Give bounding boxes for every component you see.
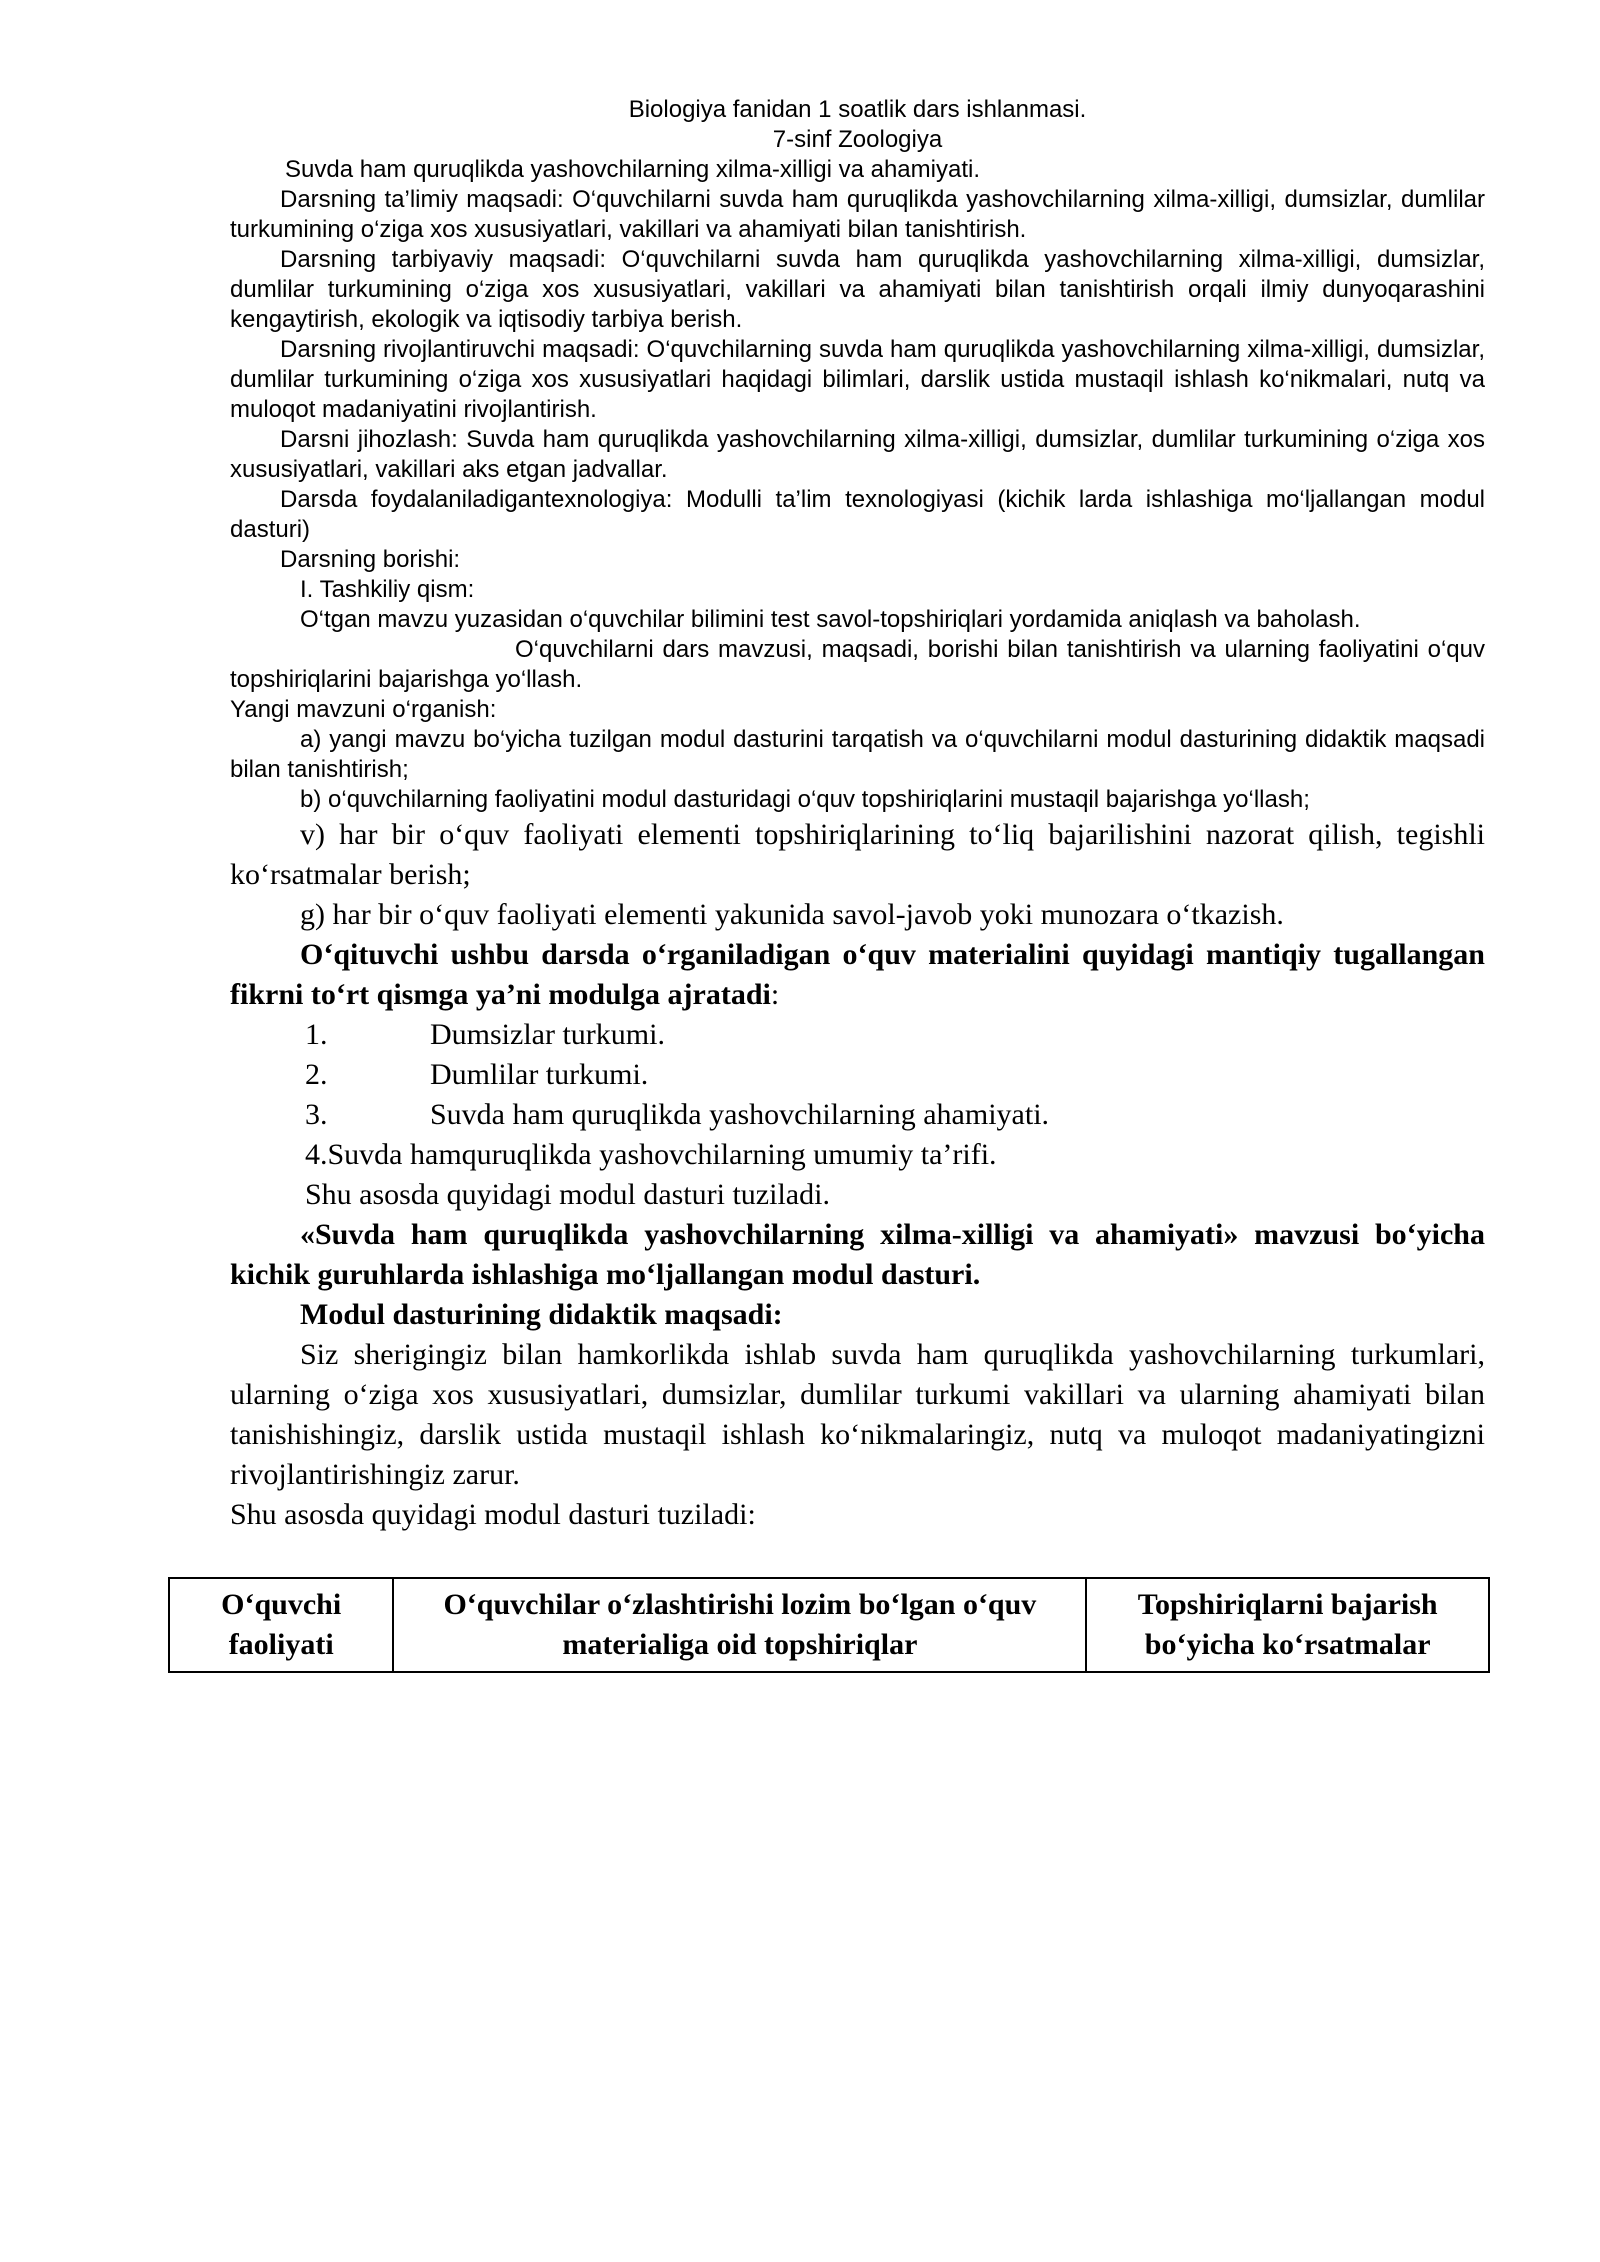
- list-item-3: [230, 1095, 1485, 1135]
- para-shu-asosda-1: Shu asosda quyidagi modul dasturi tuziladi.: [305, 1178, 830, 1211]
- para-oqituvchi-modul-bold: O‘qituvchi ushbu darsda o‘rganiladigan o‘quv materialini quyidagi mantiqiy tugallangan fikrni to‘rt qismga ya’ni modulga ajratadi: [230, 938, 1485, 1011]
- table-header-row: [169, 1578, 1489, 1672]
- para-tashkiliy-qism: I. Tashkiliy qism:: [300, 576, 475, 603]
- list-label-2: Dumlilar turkumi.: [430, 1058, 649, 1091]
- list-item-4: 4.Suvda hamquruqlikda yashovchilarning umumiy ta’rifi.: [305, 1138, 997, 1171]
- table-header-korsatmalar: Topshiriqlarni bajarish bo‘yicha ko‘rsatmalar: [1086, 1578, 1489, 1672]
- list-number-1: 1.: [305, 1018, 328, 1051]
- list-number-2: 2.: [305, 1058, 328, 1091]
- list-number-3: 3.: [305, 1098, 328, 1131]
- para-jihozlash: Darsni jihozlash: Suvda ham quruqlikda yashovchilarning xilma-xilligi, dumsizlar, dumlilar turkumining o‘ziga xos xususiyatlari, vakillari aks etgan jadvallar.: [230, 426, 1485, 483]
- doc-subtitle: 7-sinf Zoologiya: [772, 126, 943, 153]
- para-talimiy-maqsad: Darsning ta’limiy maqsadi: O‘quvchilarni suvda ham quruqlikda yashovchilarning xilma-xilligi, dumsizlar, dumlilar turkumining o‘ziga xos xususiyatlari, vakillari va ahamiyati bilan tanishtirish.: [230, 186, 1485, 243]
- table-header-topshiriqlar: O‘quvchilar o‘zlashtirishi lozim bo‘lgan o‘quv materialiga oid topshiriqlar: [393, 1578, 1086, 1672]
- list-item-1: [230, 1015, 1485, 1055]
- para-didaktik-maqsad-heading: Modul dasturining didaktik maqsadi:: [300, 1298, 783, 1331]
- para-siz-sherigingiz: Siz sherigingiz bilan hamkorlikda ishlab suvda ham quruqlikda yashovchilarning turkumlari, ularning o‘ziga xos xususiyatlari, dumsizlar, dumlilar turkumi vakillari va ularning ahamiyati bilan tanishishingiz, darslik ustida mustaqil ishlash ko‘nikmalaringiz, nutq va muloqot madaniyatingizni rivojlantirishingiz zarur.: [230, 1338, 1485, 1491]
- para-rivojlantiruvchi-maqsad: Darsning rivojlantiruvchi maqsadi: O‘quvchilarning suvda ham quruqlikda yashovchilarning xilma-xilligi, dumsizlar, dumlilar turkumining o‘ziga xos xususiyatlari haqidagi bilimlari, darslik ustida mustaqil ishlash ko‘nikmalari, nutq va muloqot madaniyatini rivojlantirish.: [230, 336, 1485, 423]
- para-oquvchilarni-tanishtirish: O‘quvchilarni dars mavzusi, maqsadi, borishi bilan tanishtirish va ularning faoliyatini o‘quv topshiriqlarini bajarishga yo‘llash.: [230, 636, 1485, 693]
- para-yangi-mavzu: Yangi mavzuni o‘rganish:: [230, 696, 497, 723]
- para-item-a: a) yangi mavzu bo‘yicha tuzilgan modul dasturini tarqatish va o‘quvchilarni modul dasturining didaktik maqsadi bilan tanishtirish;: [230, 726, 1485, 783]
- para-item-v: v) har bir o‘quv faoliyati elementi topshiriqlarining to‘liq bajarilishini nazorat qilish, tegishli ko‘rsatmalar berish;: [230, 818, 1485, 891]
- doc-title: Biologiya fanidan 1 soatlik dars ishlanmasi.: [628, 96, 1087, 123]
- para-item-g: g) har bir o‘quv faoliyati elementi yakunida savol-javob yoki munozara o‘tkazish.: [300, 898, 1284, 931]
- list-item-2: [230, 1055, 1485, 1095]
- para-mavzu-modul-dasturi: «Suvda ham quruqlikda yashovchilarning xilma-xilligi va ahamiyati» mavzusi bo‘yicha kichik guruhlarda ishlashiga mo‘ljallangan modul dasturi.: [230, 1218, 1485, 1291]
- para-tarbiyaviy-maqsad: Darsning tarbiyaviy maqsadi: O‘quvchilarni suvda ham quruqlikda yashovchilarning xilma-xilligi, dumsizlar, dumlilar turkumining o‘ziga xos xususiyatlari, vakillari va ahamiyati bilan tanishtirish orqali ilmiy dunyoqarashini kengaytirish, ekologik va iqtisodiy tarbiya berish.: [230, 246, 1485, 333]
- doc-topic: Suvda ham quruqlikda yashovchilarning xilma-xilligi va ahamiyati.: [285, 156, 980, 183]
- table-header-oquvchi-faoliyati: O‘quvchi faoliyati: [169, 1578, 393, 1672]
- list-label-1: Dumsizlar turkumi.: [430, 1018, 665, 1051]
- para-darsning-borishi: Darsning borishi:: [280, 546, 461, 573]
- para-item-b: b) o‘quvchilarning faoliyatini modul dasturidagi o‘quv topshiriqlarini mustaqil bajarishga yo‘llash;: [300, 786, 1310, 813]
- para-shu-asosda-2: Shu asosda quyidagi modul dasturi tuziladi:: [230, 1498, 756, 1531]
- para-otgan-mavzu: O‘tgan mavzu yuzasidan o‘quvchilar bilimini test savol-topshiriqlari yordamida aniqlash va baholash.: [300, 606, 1361, 633]
- modul-dasturi-table: [168, 1577, 1490, 1673]
- para-texnologiya: Darsda foydalaniladigantexnologiya: Modulli ta’lim texnologiyasi (kichik larda ishlashiga mo‘ljallangan modul dasturi): [230, 486, 1485, 543]
- para-oqituvchi-modul-colon: :: [770, 978, 780, 1011]
- para-oqituvchi-modul: [230, 935, 1485, 1015]
- list-label-3: Suvda ham quruqlikda yashovchilarning ahamiyati.: [430, 1098, 1050, 1131]
